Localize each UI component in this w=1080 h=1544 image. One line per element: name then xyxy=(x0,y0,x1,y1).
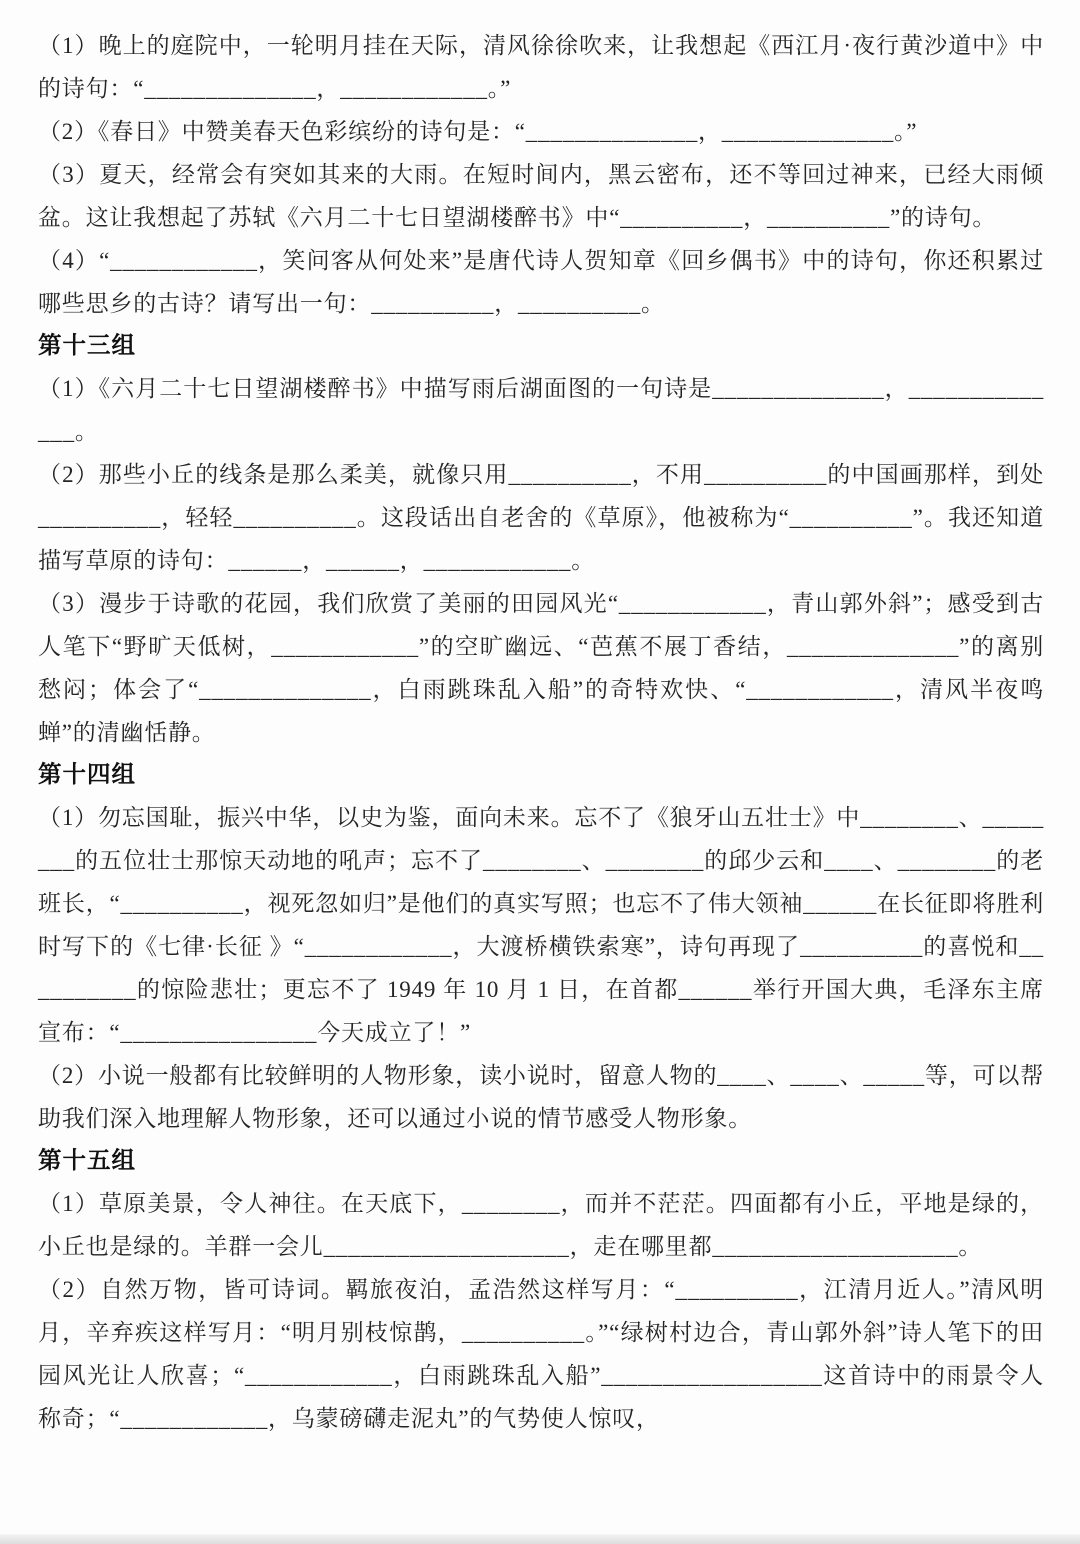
question-13-1: （1）《六月二十七日望湖楼醉书》中描写雨后湖面图的一句诗是______________，______________。 xyxy=(38,376,1044,444)
question-15-1: （1）草原美景，令人神往。在天底下，________，而并不茫茫。四面都有小丘，平地是绿的，小丘也是绿的。羊群一会儿____________________，走在哪里都____________________。 xyxy=(38,1191,1044,1259)
question-13-2: （2）那些小丘的线条是那么柔美，就像只用__________，不用__________的中国画那样，到处__________，轻轻__________。这段话出自老舍的《草原》，他被称为“__________”。我还知道描写草原的诗句：______，______，____________。 xyxy=(38,462,1044,573)
question-1: （1）晚上的庭院中，一轮明月挂在天际，清风徐徐吹来，让我想起《西江月·夜行黄沙道中》中的诗句：“______________，____________。” xyxy=(38,33,1044,101)
question-3: （3）夏天，经常会有突如其来的大雨。在短时间内，黑云密布，还不等回过神来，已经大雨倾盆。这让我想起了苏轼《六月二十七日望湖楼醉书》中“__________，__________”的诗句。 xyxy=(38,162,1044,230)
question-14-2: （2）小说一般都有比较鲜明的人物形象，读小说时，留意人物的____、____、_____等，可以帮助我们深入地理解人物形象，还可以通过小说的情节感受人物形象。 xyxy=(38,1063,1044,1131)
question-14-1: （1）勿忘国耻，振兴中华，以史为鉴，面向未来。忘不了《狼牙山五壮士》中________、________的五位壮士那惊天动地的吼声；忘不了________、________的邱少云和____、________的老班长，“__________，视死忽如归”是他们的真实写照；也忘不了伟大领袖______在长征即将胜利时写下的《七律·长征 》“____________，大渡桥横铁索寒”，诗句再现了__________的喜悦和__________的惊险悲壮；更忘不了 1949 年 10 月 1 日，在首都______举行开国大典，毛泽东主席宣布：“________________今天成立了！” xyxy=(38,805,1044,1045)
question-13-3: （3）漫步于诗歌的花园，我们欣赏了美丽的田园风光“____________，青山郭外斜”；感受到古人笔下“野旷天低树，____________”的空旷幽远、“芭蕉不展丁香结，______________”的离别愁闷；体会了“______________，白雨跳珠乱入船”的奇特欢快、“____________，清风半夜鸣蝉”的清幽恬静。 xyxy=(38,591,1044,745)
group-heading-14: 第十四组 xyxy=(38,762,136,788)
question-2: （2）《春日》中赞美春天色彩缤纷的诗句是：“______________，______________。” xyxy=(38,119,918,144)
question-4: （4）“____________，笑问客从何处来”是唐代诗人贺知章《回乡偶书》中的诗句，你还积累过哪些思乡的古诗？请写出一句：__________，__________。 xyxy=(38,248,1044,316)
group-heading-13: 第十三组 xyxy=(38,333,136,359)
group-heading-15: 第十五组 xyxy=(38,1148,136,1174)
question-15-2: （2）自然万物，皆可诗词。羁旅夜泊，孟浩然这样写月：“__________，江清月近人。”清风明月，辛弃疾这样写月：“明月别枝惊鹊，__________。”“绿树村边合，青山郭外斜”诗人笔下的田园风光让人欣喜；“____________，白雨跳珠乱入船”__________________这首诗中的雨景令人称奇；“____________，乌蒙磅礴走泥丸”的气势使人惊叹， xyxy=(38,1277,1044,1431)
page-bottom-divider xyxy=(0,1534,1080,1544)
